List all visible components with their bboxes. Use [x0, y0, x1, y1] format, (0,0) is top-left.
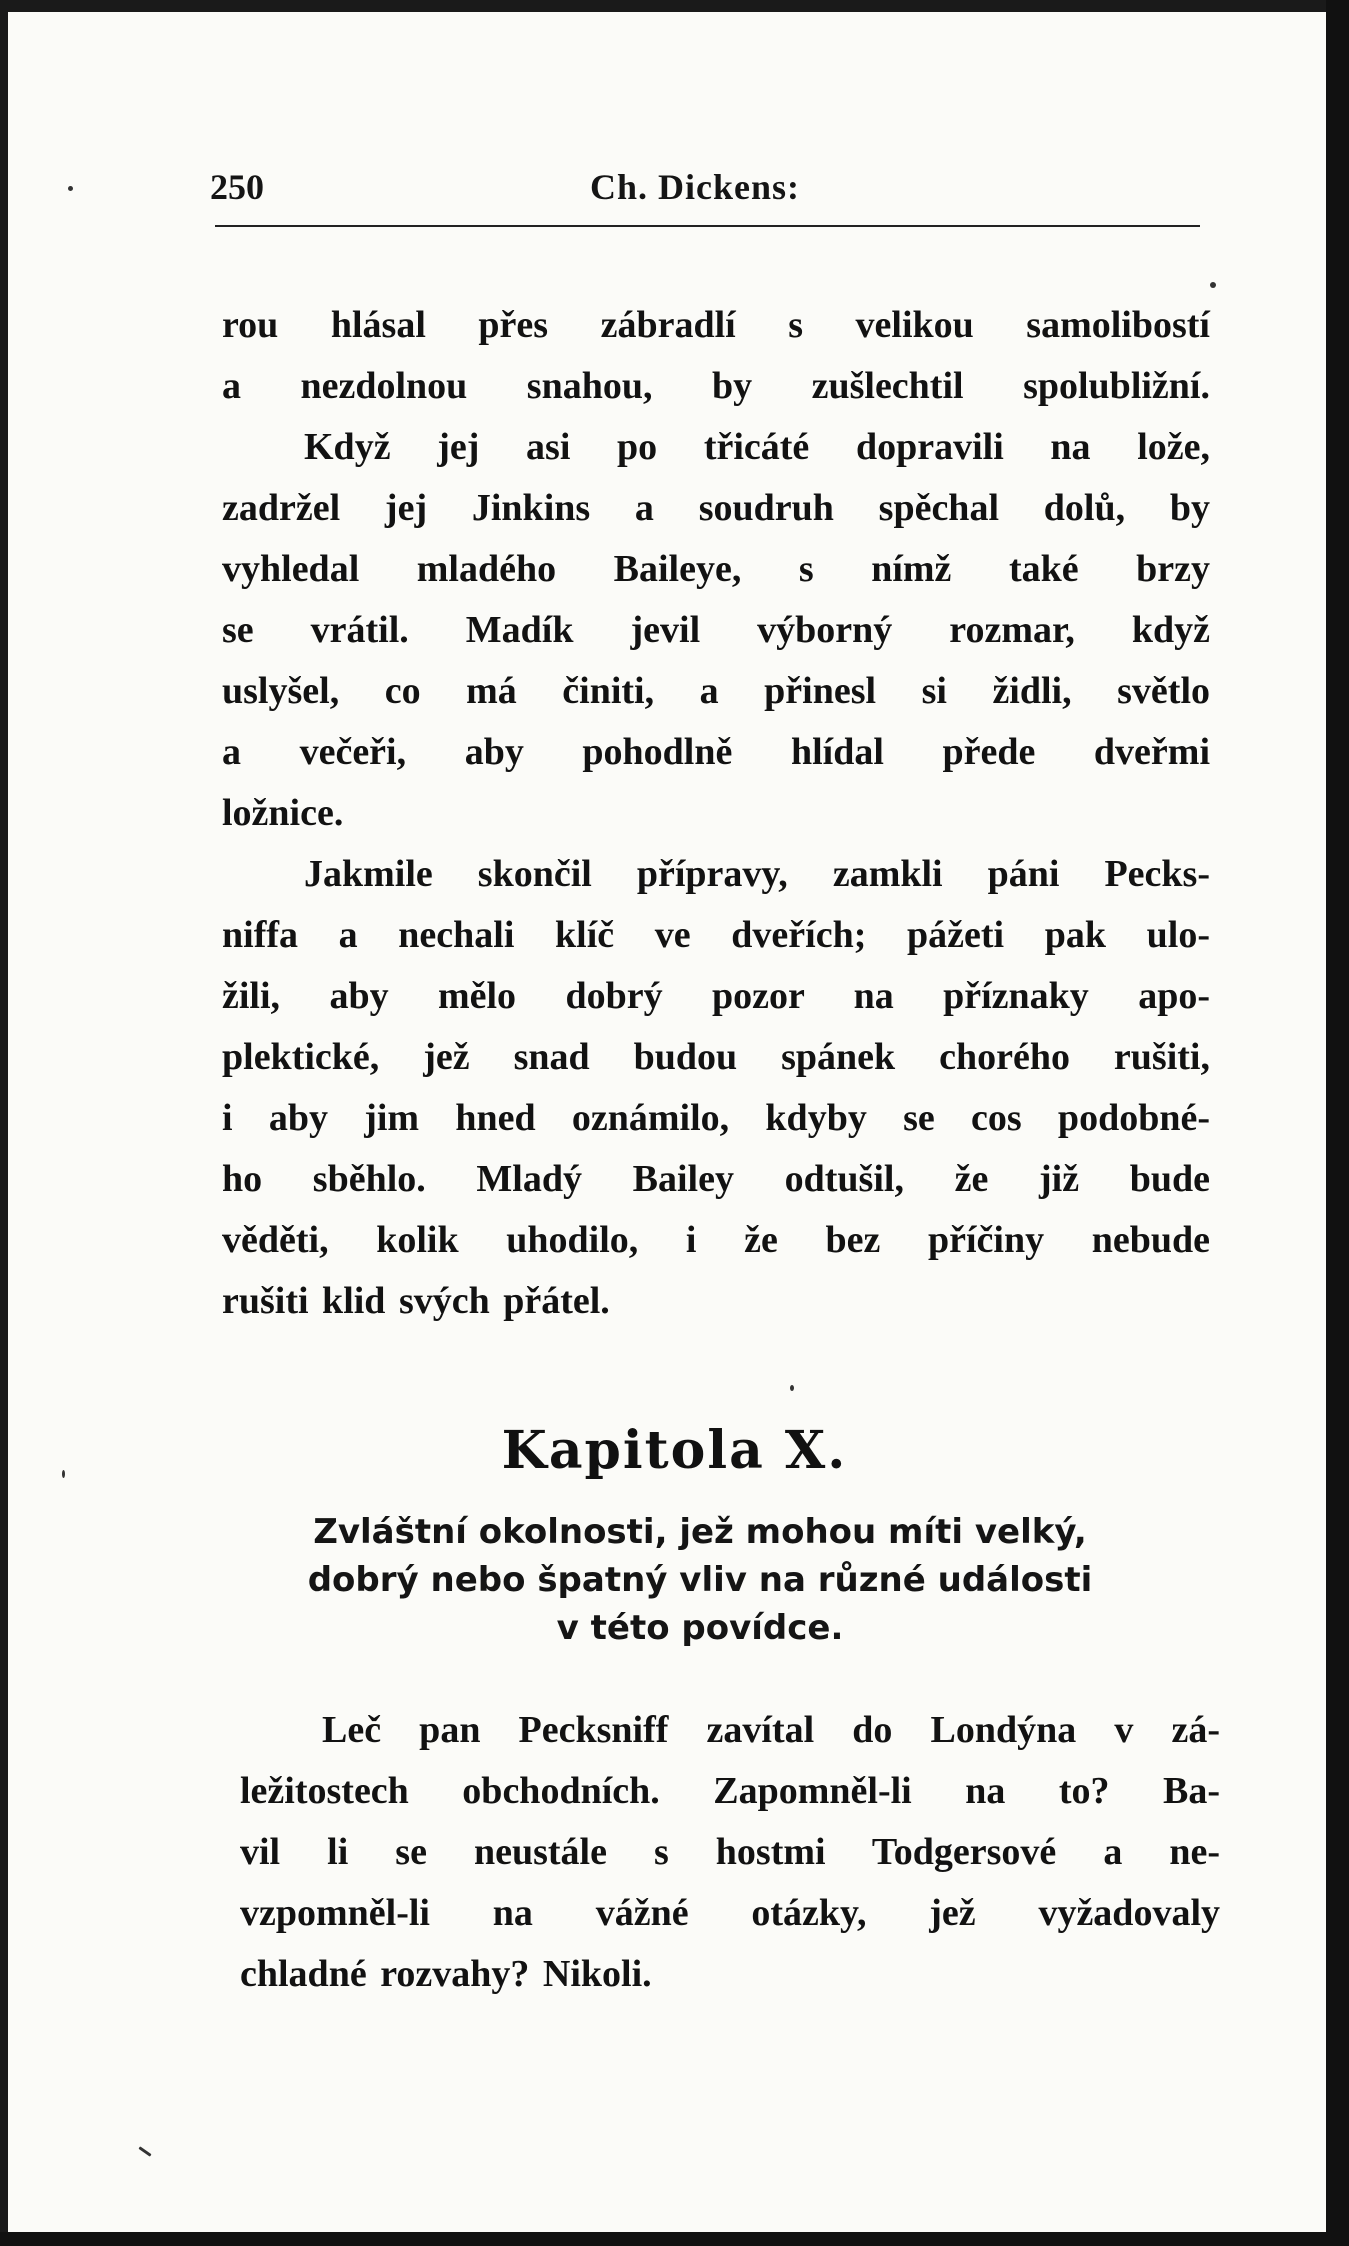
scan-speck: [1210, 282, 1216, 288]
text-line: zadržel jej Jinkins a soudruh spěchal dolů, by: [222, 487, 1210, 529]
text-line: vzpomněl-li na vážné otázky, jež vyžadovaly: [240, 1892, 1220, 1934]
text-line: vyhledal mladého Baileye, s nímž také brzy: [222, 548, 1210, 590]
running-title: Ch. Dickens:: [590, 167, 801, 207]
chapter-heading: Kapitola X.: [501, 1420, 848, 1481]
subtitle-line: v této povídce.: [556, 1608, 844, 1648]
text-line: se vrátil. Madík jevil výborný rozmar, když: [222, 609, 1210, 651]
text-line: vil li se neustále s hostmi Todgersové a ne-: [240, 1831, 1220, 1873]
header-rule: [215, 225, 1200, 227]
scan-speck: [68, 186, 73, 191]
page-number: 250: [210, 167, 264, 207]
text-line: ložnice.: [222, 792, 344, 834]
text-line: rušiti klid svých přátel.: [222, 1280, 610, 1322]
text-line: a večeři, aby pohodlně hlídal přede dveřmi: [222, 731, 1210, 773]
text-line: Jakmile skončil přípravy, zamkli páni Pecks-: [304, 853, 1210, 895]
text-line: Když jej asi po třicáté dopravili na lože,: [304, 426, 1210, 468]
scan-speck: [790, 1385, 794, 1391]
text-line: uslyšel, co má činiti, a přinesl si židli, světlo: [222, 670, 1210, 712]
body-text-second: [240, 1700, 1220, 2005]
scan-edge-bottom: [0, 2232, 1349, 2246]
text-line: ležitostech obchodních. Zapomněl-li na to? Ba-: [240, 1770, 1220, 1812]
running-head: [210, 166, 1210, 226]
body-text-first: [222, 295, 1210, 1332]
text-line: rou hlásal přes zábradlí s velikou samolibostí: [222, 304, 1210, 346]
text-line: ho sběhlo. Mladý Bailey odtušil, že již bude: [222, 1158, 1210, 1200]
text-line: niffa a nechali klíč ve dveřích; pážeti pak ulo-: [222, 914, 1210, 956]
text-line: chladné rozvahy? Nikoli.: [240, 1953, 652, 1995]
text-line: žili, aby mělo dobrý pozor na příznaky apo-: [222, 975, 1210, 1017]
text-line: i aby jim hned oznámilo, kdyby se cos podobné-: [222, 1097, 1210, 1139]
chapter-subtitle: [230, 1508, 1170, 1652]
text-line: věděti, kolik uhodilo, i že bez příčiny nebude: [222, 1219, 1210, 1261]
text-line: Leč pan Pecksniff zavítal do Londýna v zá-: [322, 1709, 1220, 1751]
subtitle-line: dobrý nebo špatný vliv na různé události: [307, 1560, 1093, 1600]
scan-edge-right: [1326, 0, 1349, 2246]
text-line: a nezdolnou snahou, by zušlechtil spolubližní.: [222, 365, 1210, 407]
scan-speck: [62, 1470, 65, 1478]
text-line: plektické, jež snad budou spánek chorého rušiti,: [222, 1036, 1210, 1078]
subtitle-line: Zvláštní okolnosti, jež mohou míti velký,: [313, 1512, 1087, 1552]
